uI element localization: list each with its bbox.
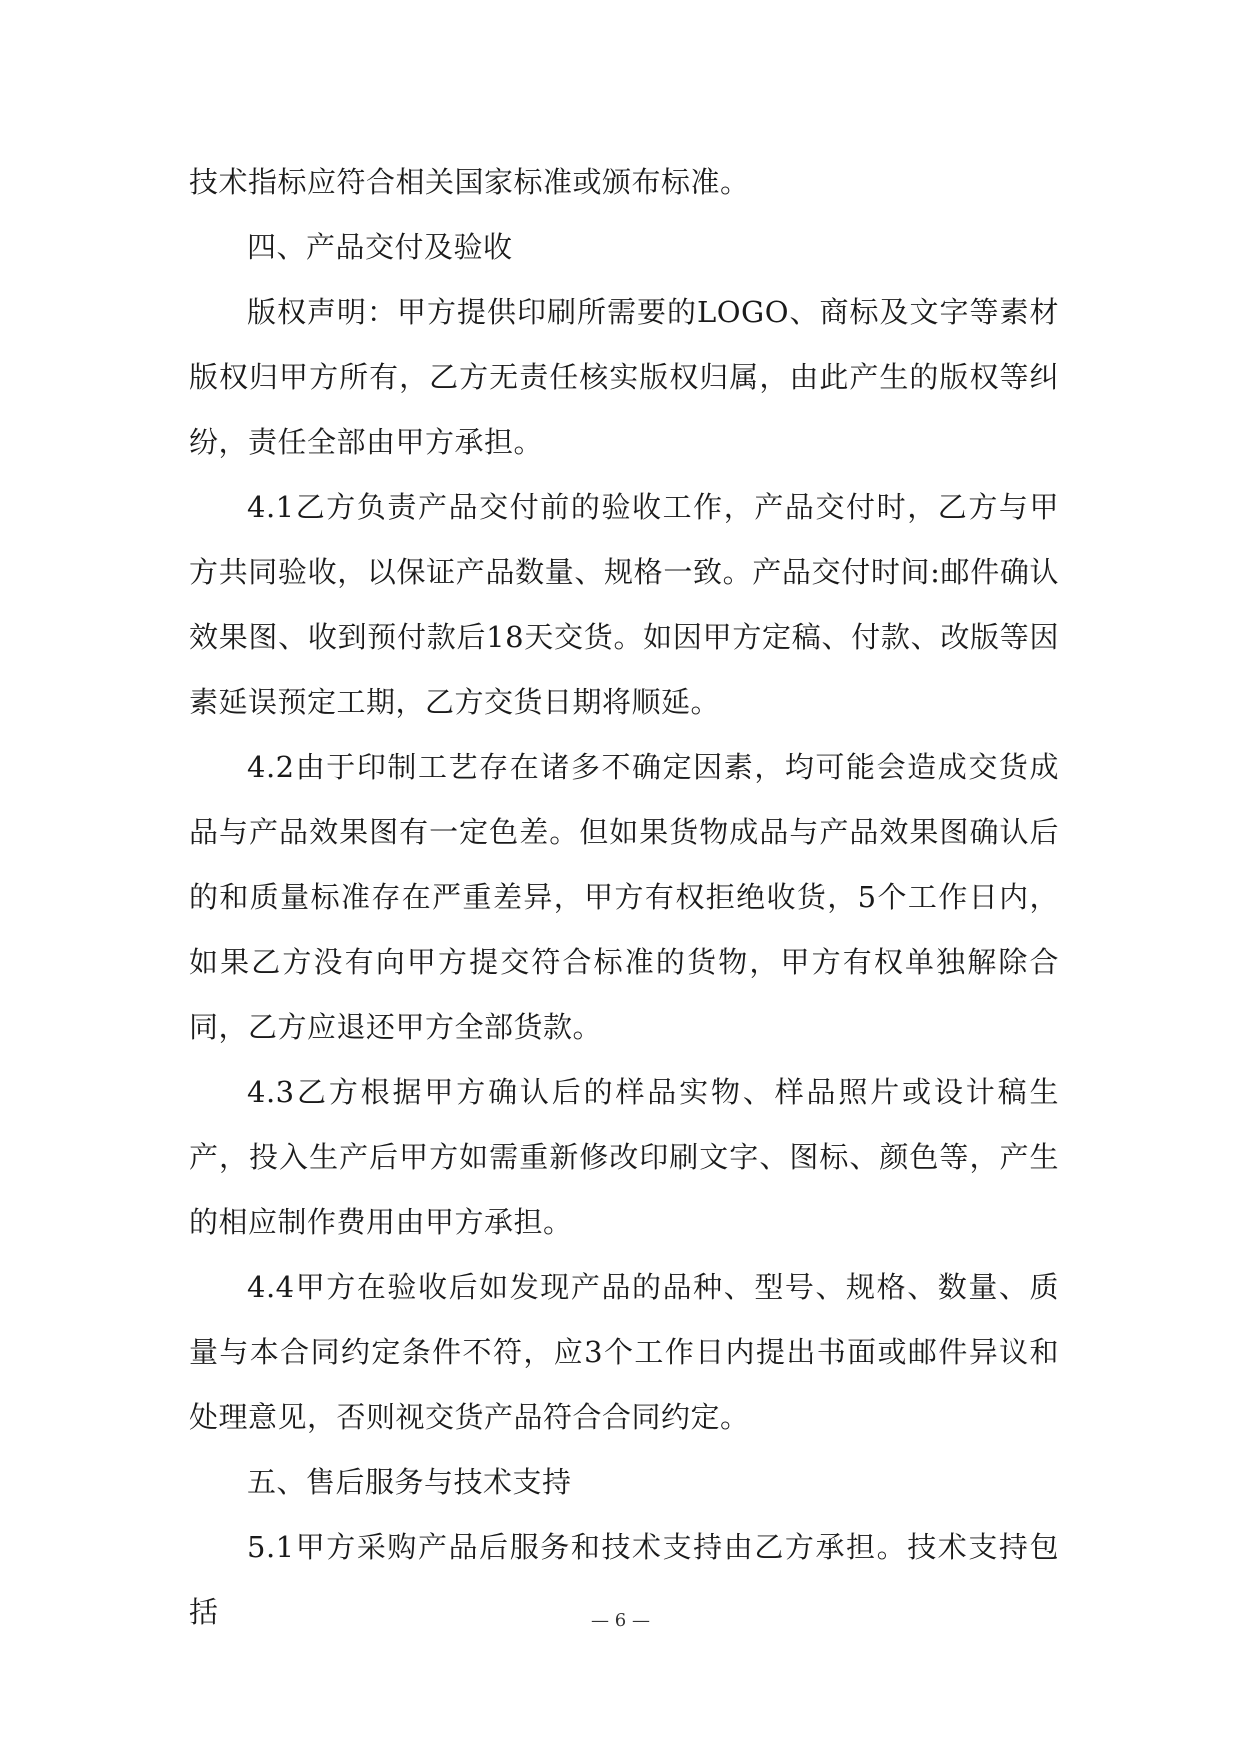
paragraph-4-2: 4.2由于印制工艺存在诸多不确定因素，均可能会造成交货成品与产品效果图有一定色差。但如果货物成品与产品效果图确认后的和质量标准存在严重差异，甲方有权拒绝收货，5个工作日内，如果乙方没有向甲方提交符合标准的货物，甲方有权单独解除合同，乙方应退还甲方全部货款。 <box>189 750 1059 1044</box>
paragraph-5-1: 5.1甲方采购产品后服务和技术支持由乙方承担。技术支持包括 <box>189 1530 1059 1629</box>
paragraph-copyright: 版权声明：甲方提供印刷所需要的LOGO、商标及文字等素材版权归甲方所有，乙方无责任核实版权归属，由此产生的版权等纠纷，责任全部由甲方承担。 <box>189 295 1059 459</box>
paragraph-4-3: 4.3乙方根据甲方确认后的样品实物、样品照片或设计稿生产，投入生产后甲方如需重新修改印刷文字、图标、颜色等，产生的相应制作费用由甲方承担。 <box>189 1075 1059 1239</box>
section-heading-4: 四、产品交付及验收 <box>247 230 513 264</box>
document-body <box>189 150 1059 1645</box>
paragraph-1: 技术指标应符合相关国家标准或颁布标准。 <box>189 165 750 199</box>
paragraph-4-4: 4.4甲方在验收后如发现产品的品种、型号、规格、数量、质量与本合同约定条件不符，应3个工作日内提出书面或邮件异议和处理意见，否则视交货产品符合合同约定。 <box>189 1270 1059 1434</box>
section-heading-5: 五、售后服务与技术支持 <box>247 1465 572 1499</box>
page-number: — 6 — <box>591 1610 650 1631</box>
paragraph-4-1: 4.1乙方负责产品交付前的验收工作，产品交付时，乙方与甲方共同验收，以保证产品数量、规格一致。产品交付时间:邮件确认效果图、收到预付款后18天交货。如因甲方定稿、付款、改版等因素延误预定工期，乙方交货日期将顺延。 <box>189 490 1059 719</box>
